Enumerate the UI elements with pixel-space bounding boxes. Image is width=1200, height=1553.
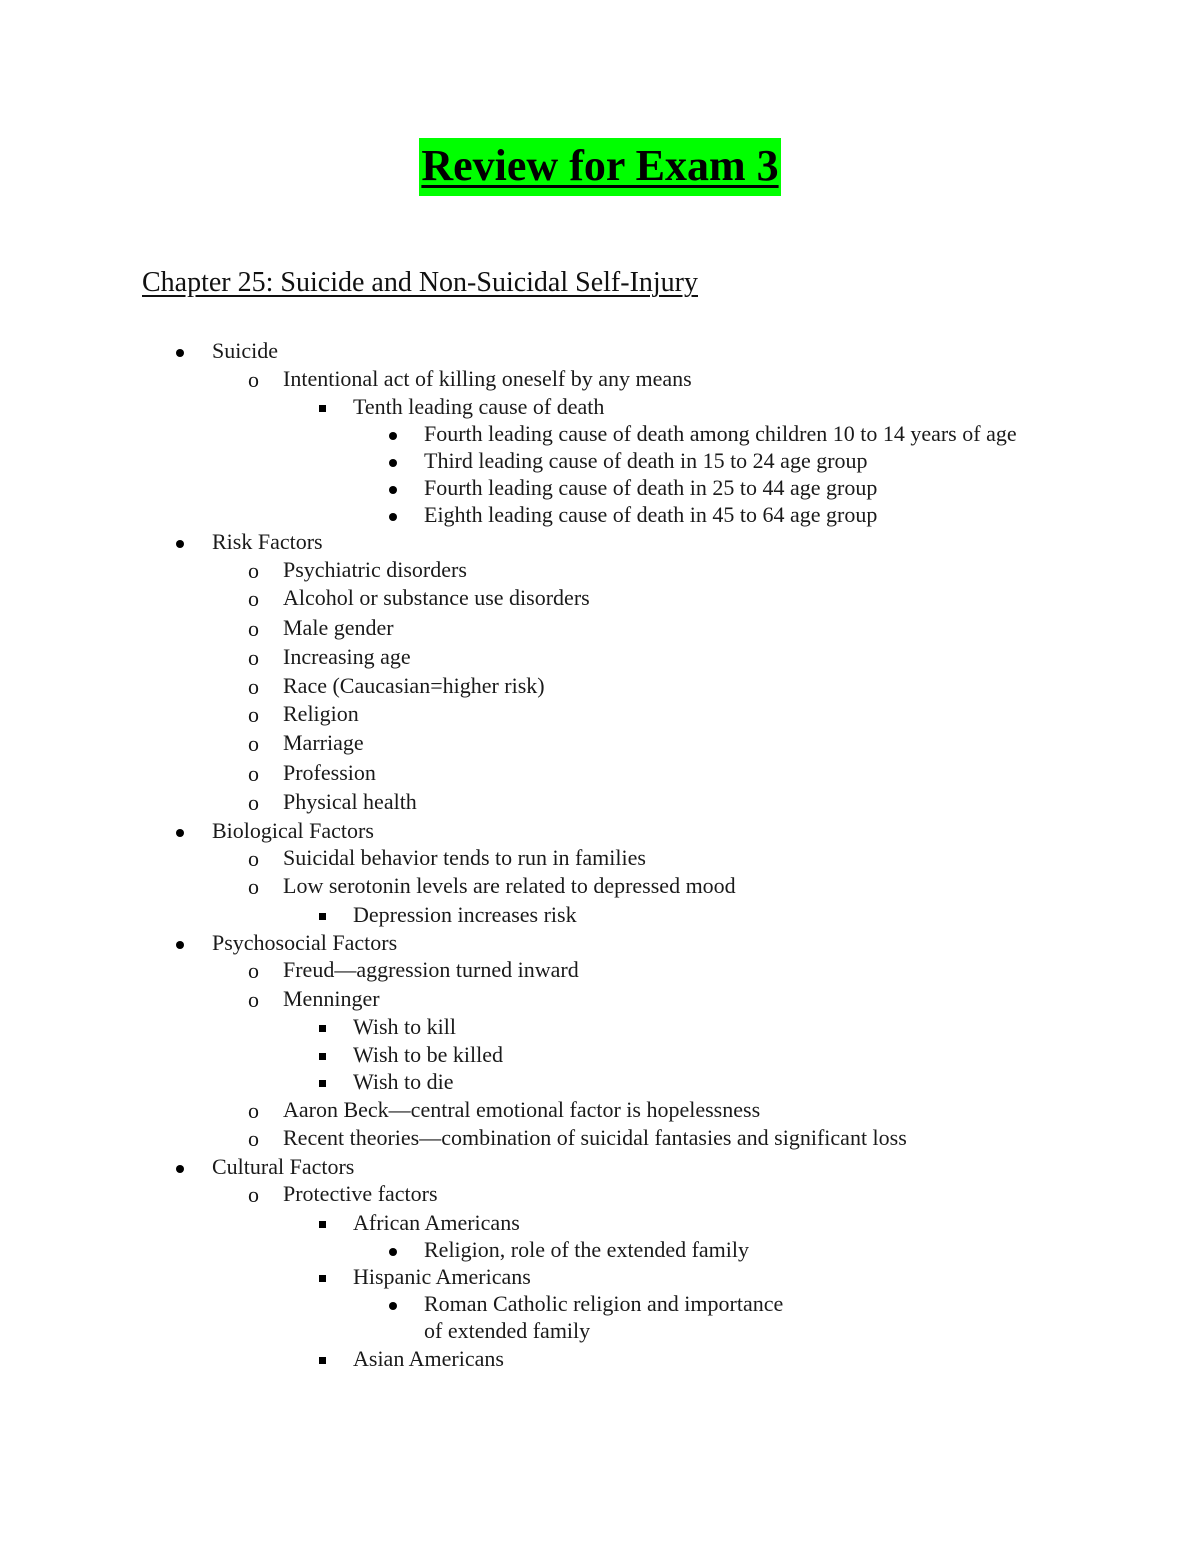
bullet-square-icon	[319, 1025, 326, 1032]
bullet-dot-icon	[389, 432, 397, 440]
list-item: Protective factors	[283, 1181, 438, 1206]
list-item: Wish to be killed	[353, 1042, 504, 1067]
list-item: Intentional act of killing oneself by any means	[283, 366, 692, 391]
list-item: Suicide	[212, 338, 278, 363]
list-item: Tenth leading cause of death	[353, 394, 605, 419]
list-item: Aaron Beck—central emotional factor is hopelessness	[283, 1097, 761, 1122]
bullet-square-icon	[319, 1053, 326, 1060]
list-item: Profession	[283, 760, 376, 785]
bullet-circle-icon: o	[248, 1126, 259, 1151]
list-item: Wish to die	[353, 1069, 454, 1094]
bullet-circle-icon: o	[248, 731, 259, 756]
list-item: Risk Factors	[212, 529, 323, 554]
bullet-dot-icon	[389, 1302, 397, 1310]
bullet-circle-icon: o	[248, 616, 259, 641]
list-item: Psychosocial Factors	[212, 930, 398, 955]
bullet-square-icon	[319, 1080, 326, 1087]
list-item: Race (Caucasian=higher risk)	[283, 673, 545, 698]
bullet-circle-icon: o	[248, 874, 259, 899]
list-item: Physical health	[283, 789, 417, 814]
page-title-text: Review for Exam 3	[419, 138, 780, 196]
list-item: Asian Americans	[353, 1346, 504, 1371]
list-item: Cultural Factors	[212, 1154, 355, 1179]
list-item: of extended family	[424, 1318, 591, 1343]
bullet-square-icon	[319, 1357, 326, 1364]
bullet-dot-icon	[389, 459, 397, 467]
list-item: Freud—aggression turned inward	[283, 957, 579, 982]
bullet-circle-icon: o	[248, 790, 259, 815]
list-item: Psychiatric disorders	[283, 557, 467, 582]
bullet-circle-icon: o	[248, 1182, 259, 1207]
page-title	[0, 138, 1200, 196]
list-item: Eighth leading cause of death in 45 to 64 age group	[424, 502, 878, 527]
bullet-circle-icon: o	[248, 586, 259, 611]
bullet-square-icon	[319, 1275, 326, 1282]
list-item: Fourth leading cause of death in 25 to 44 age group	[424, 475, 878, 500]
bullet-circle-icon: o	[248, 846, 259, 871]
list-item: Religion, role of the extended family	[424, 1237, 750, 1262]
bullet-circle-icon: o	[248, 702, 259, 727]
bullet-circle-icon: o	[248, 645, 259, 670]
list-item: Biological Factors	[212, 818, 374, 843]
bullet-dot-icon	[389, 486, 397, 494]
bullet-dot-icon	[389, 1248, 397, 1256]
list-item: Wish to kill	[353, 1014, 457, 1039]
list-item: Male gender	[283, 615, 394, 640]
bullet-square-icon	[319, 405, 326, 412]
list-item: Increasing age	[283, 644, 411, 669]
list-item: Fourth leading cause of death among children 10 to 14 years of age	[424, 421, 1017, 446]
bullet-circle-icon: o	[248, 987, 259, 1012]
list-item: Marriage	[283, 730, 364, 755]
bullet-circle-icon: o	[248, 761, 259, 786]
bullet-square-icon	[319, 913, 326, 920]
bullet-circle-icon: o	[248, 674, 259, 699]
bullet-circle-icon: o	[248, 1098, 259, 1123]
chapter-heading: Chapter 25: Suicide and Non-Suicidal Self-Injury	[142, 267, 698, 298]
list-item: Alcohol or substance use disorders	[283, 585, 590, 610]
bullet-dot-icon	[176, 941, 184, 949]
bullet-dot-icon	[389, 513, 397, 521]
bullet-circle-icon: o	[248, 958, 259, 983]
list-item: Religion	[283, 701, 359, 726]
list-item: Hispanic Americans	[353, 1264, 531, 1289]
list-item: Menninger	[283, 986, 380, 1011]
list-item: Recent theories—combination of suicidal fantasies and significant loss	[283, 1125, 907, 1150]
bullet-circle-icon: o	[248, 558, 259, 583]
list-item: Roman Catholic religion and importance	[424, 1291, 784, 1316]
bullet-circle-icon: o	[248, 367, 259, 392]
list-item: African Americans	[353, 1210, 520, 1235]
bullet-dot-icon	[176, 349, 184, 357]
list-item: Third leading cause of death in 15 to 24 age group	[424, 448, 868, 473]
list-item: Low serotonin levels are related to depressed mood	[283, 873, 736, 898]
bullet-dot-icon	[176, 1165, 184, 1173]
bullet-dot-icon	[176, 829, 184, 837]
list-item: Suicidal behavior tends to run in families	[283, 845, 646, 870]
bullet-dot-icon	[176, 540, 184, 548]
bullet-square-icon	[319, 1221, 326, 1228]
list-item: Depression increases risk	[353, 902, 577, 927]
